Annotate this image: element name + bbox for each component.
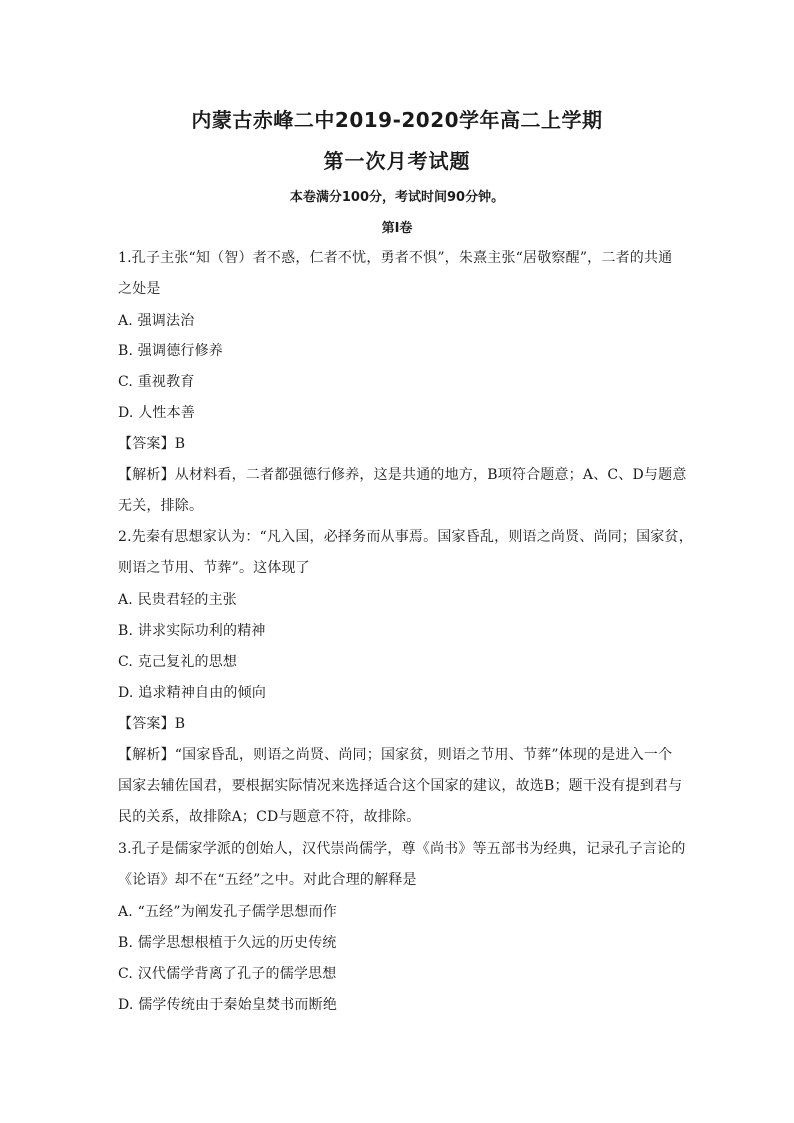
q3-option-b: B. 儒学思想根植于久远的历史传统: [118, 935, 337, 951]
q2-stem-line-1: 2.先秦有思想家认为：“凡入国，必择务而从事焉。国家昏乱，则语之尚贤、尚同；国家贫，: [118, 529, 693, 545]
q2-option-a: A. 民贵君轻的主张: [118, 592, 238, 608]
q1-option-a: A. 强调法治: [118, 313, 195, 329]
page-subtitle: 第一次月考试题: [323, 149, 471, 173]
q1-stem-line-2: 之处是: [118, 281, 161, 297]
q1-stem-line-1: 1.孔子主张“知（智）者不惑，仁者不忧，勇者不惧”，朱熹主张“居敬察醒”，二者的共通: [118, 250, 673, 266]
q2-option-b: B. 讲求实际功利的精神: [118, 623, 266, 639]
section-heading: 第Ⅰ卷: [381, 221, 413, 236]
q2-analysis-line-1: 【解析】“国家昏乱，则语之尚贤、尚同；国家贫，则语之节用、节葬”体现的是进入一个: [118, 747, 673, 763]
q1-analysis-line-1: 【解析】从材料看，二者都强德行修养，这是共通的地方，B项符合题意；A、C、D与题意: [118, 467, 687, 483]
q2-stem-line-2: 则语之节用、节葬”。这体现了: [118, 560, 310, 576]
q1-analysis-line-2: 无关，排除。: [118, 498, 204, 514]
exam-note: 本卷满分100分，考试时间90分钟。: [289, 190, 505, 205]
q2-option-c: C. 克己复礼的思想: [118, 654, 238, 670]
q2-option-d: D. 追求精神自由的倾向: [118, 685, 267, 701]
q3-stem-line-2: 《论语》却不在“五经”之中。对此合理的解释是: [118, 872, 417, 888]
q1-answer: 【答案】B: [118, 436, 186, 452]
q1-option-d: D. 人性本善: [118, 405, 196, 421]
q3-option-d: D. 儒学传统由于秦始皇焚书而断绝: [118, 997, 338, 1013]
q3-stem-line-1: 3.孔子是儒家学派的创始人，汉代崇尚儒学，尊《尚书》等五部书为经典，记录孔子言论的: [118, 841, 686, 857]
q1-option-c: C. 重视教育: [118, 374, 195, 390]
page-title: 内蒙古赤峰二中2019-2020学年高二上学期: [191, 108, 603, 132]
q2-analysis-line-2: 国家去辅佐国君，要根据实际情况来选择适合这个国家的建议，故选B；题干没有提到君与: [118, 778, 683, 794]
q1-option-b: B. 强调德行修养: [118, 343, 223, 359]
q2-analysis-line-3: 民的关系，故排除A；CD与题意不符，故排除。: [118, 809, 421, 825]
q3-option-c: C. 汉代儒学背离了孔子的儒学思想: [118, 966, 337, 982]
q2-answer: 【答案】B: [118, 716, 186, 732]
q3-option-a: A. “五经”为阐发孔子儒学思想而作: [118, 904, 337, 920]
